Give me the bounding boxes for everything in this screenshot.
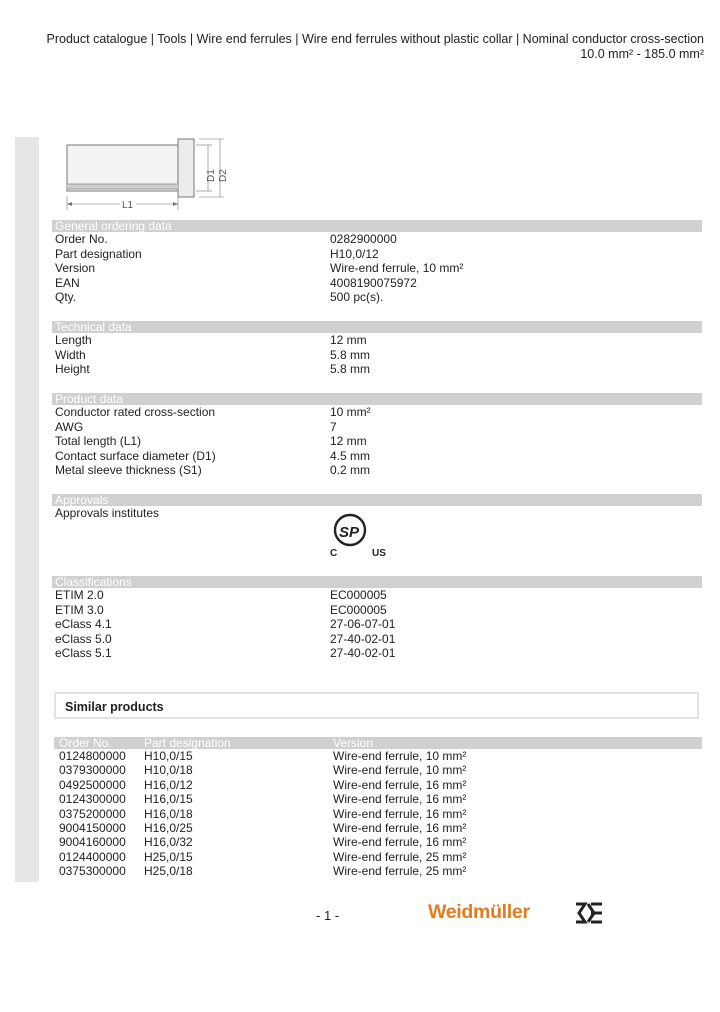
data-row: eClass 4.1 27-06-07-01 [55, 617, 396, 631]
data-row: Approvals institutes [55, 506, 160, 520]
data-row: Order No. 0282900000 [55, 232, 397, 246]
left-margin-bar [15, 137, 39, 882]
page-number: - 1 - [316, 908, 340, 923]
similar-products-title: Similar products [65, 700, 164, 714]
csa-certification-logo [330, 512, 390, 558]
label-l1: L1 [122, 200, 134, 211]
data-row: Contact surface diameter (D1) 4.5 mm [55, 448, 371, 463]
section-title: General ordering data [52, 220, 702, 232]
brand-name: Weidmüller [428, 901, 530, 923]
data-row: Conductor rated cross-section 10 mm² [55, 405, 371, 419]
table-header [54, 737, 702, 749]
table-row[interactable]: 0124400000 H25,0/15 Wire-end ferrule, 25 mm² [59, 849, 467, 864]
col-version: Version [333, 736, 374, 750]
data-row: Length 12 mm [55, 333, 367, 347]
table-row[interactable]: 9004150000 H16,0/25 Wire-end ferrule, 16 mm² [59, 820, 467, 835]
ferrule-drawing-svg [62, 134, 232, 214]
product-data-section [52, 393, 702, 478]
data-row: eClass 5.0 27-40-02-01 [55, 631, 396, 646]
table-row[interactable]: 9004160000 H16,0/32 Wire-end ferrule, 16 mm² [59, 835, 467, 850]
data-row: Total length (L1) 12 mm [55, 434, 367, 448]
similar-products-heading [54, 692, 699, 719]
data-row: Height 5.8 mm [55, 362, 371, 376]
table-row[interactable]: 0375300000 H25,0/18 Wire-end ferrule, 25 mm² [59, 864, 467, 879]
data-row: Qty. 500 pc(s). [55, 290, 384, 304]
similar-products-table [54, 737, 702, 879]
approvals-section [52, 494, 702, 570]
data-row: Width 5.8 mm [55, 347, 371, 362]
table-row[interactable]: 0379300000 H10,0/18 Wire-end ferrule, 10 mm² [59, 763, 467, 778]
data-row: eClass 5.1 27-40-02-01 [55, 646, 396, 660]
classifications-section [52, 576, 702, 661]
table-row[interactable]: 0124300000 H16,0/15 Wire-end ferrule, 16 mm² [59, 792, 467, 807]
breadcrumb: Product catalogue | Tools | Wire end ferrules | Wire end ferrules without plastic collar | Nominal conductor cross-section [46, 32, 704, 46]
page-header [47, 32, 704, 62]
col-order-no: Order No. [59, 736, 112, 750]
csa-logo-icon [330, 512, 390, 558]
table-row[interactable]: 0375200000 H16,0/18 Wire-end ferrule, 16 mm² [59, 806, 467, 821]
ferrule-drawing [62, 134, 232, 214]
data-row: Part designation H10,0/12 [55, 246, 379, 261]
csa-mark-text: SP [339, 524, 360, 541]
col-part-designation: Part designation [144, 736, 231, 750]
section-title: Product data [52, 393, 702, 405]
data-row: ETIM 2.0 EC000005 [55, 588, 387, 602]
data-row: ETIM 3.0 EC000005 [55, 602, 387, 617]
section-title: Approvals [52, 494, 702, 506]
general-ordering-section [52, 220, 702, 305]
data-row: EAN 4008190075972 [55, 275, 417, 290]
data-row: Version Wire-end ferrule, 10 mm² [55, 261, 464, 275]
table-row[interactable]: 0124800000 H10,0/15 Wire-end ferrule, 10 mm² [59, 749, 467, 763]
section-title: Classifications [52, 576, 702, 588]
csa-c-text: C [330, 548, 338, 558]
section-title: Technical data [52, 321, 702, 333]
table-row[interactable]: 0492500000 H16,0/12 Wire-end ferrule, 16 mm² [59, 777, 467, 792]
label-d2: D2 [218, 169, 229, 182]
brand-mark-icon [574, 900, 604, 926]
csa-us-text: US [372, 548, 386, 558]
label-d1: D1 [206, 169, 217, 182]
data-row: Metal sleeve thickness (S1) 0.2 mm [55, 463, 371, 477]
data-row: AWG 7 [55, 419, 337, 434]
technical-data-section [52, 321, 702, 377]
breadcrumb-range: 10.0 mm² - 185.0 mm² [580, 47, 704, 61]
